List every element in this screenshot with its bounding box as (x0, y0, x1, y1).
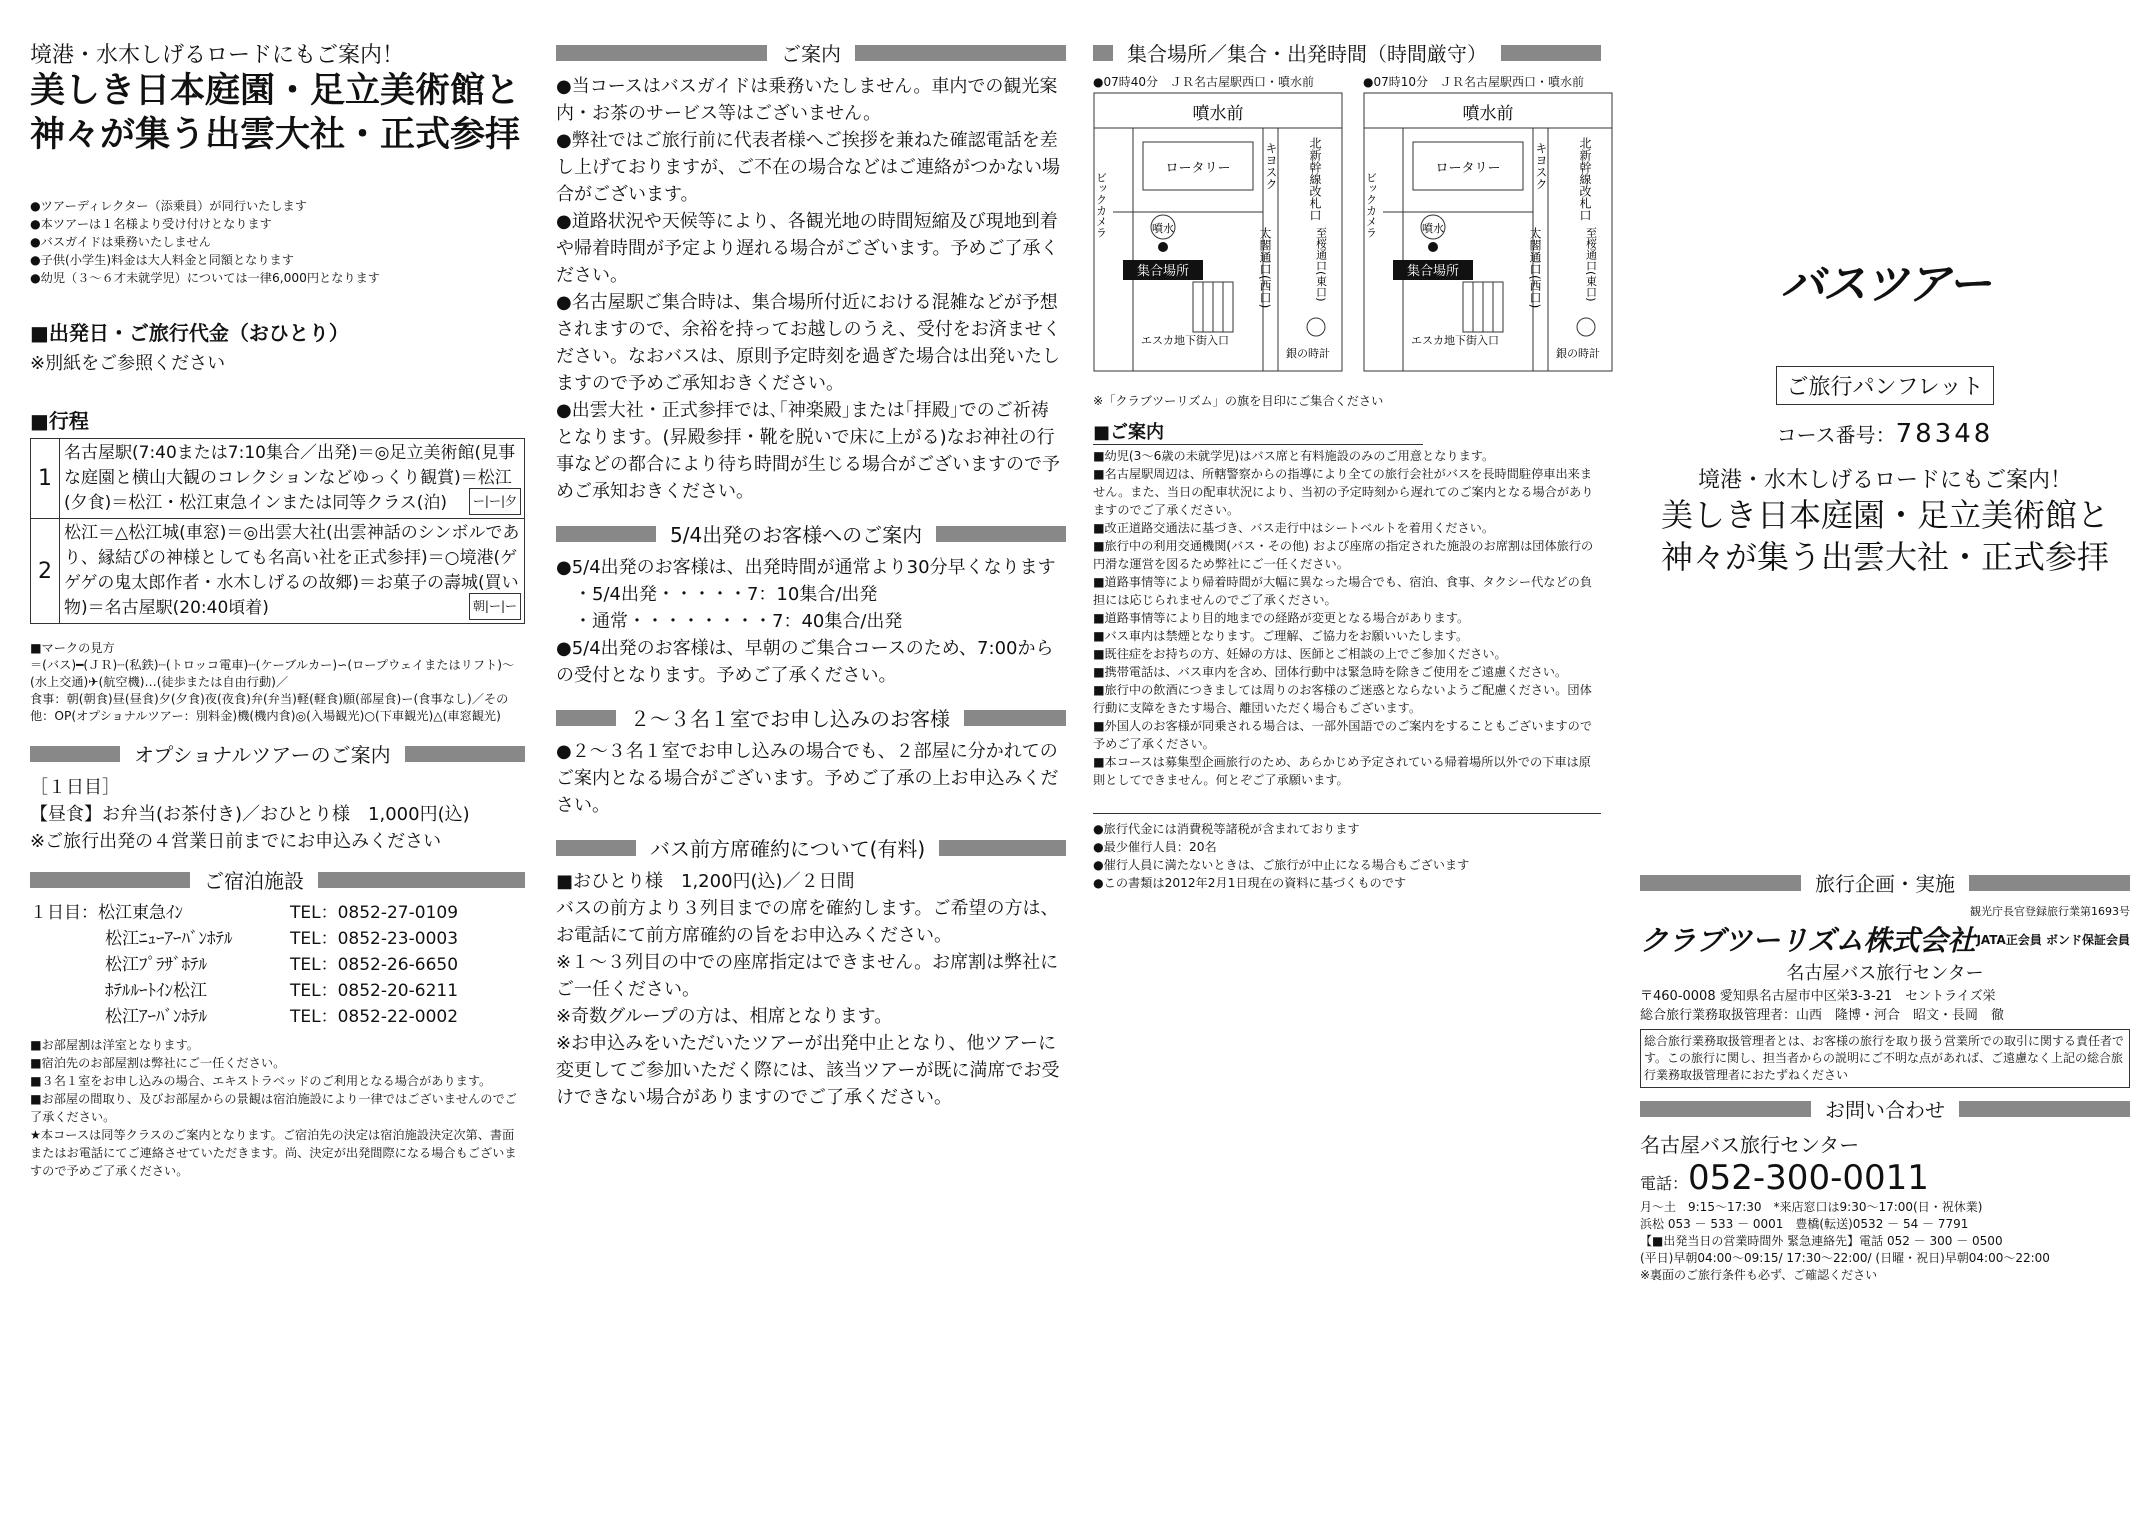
subtitle: 境港・水木しげるロードにもご案内！ (30, 43, 405, 68)
seat-item: ■おひとり様 1,200円(込)／２日間 (556, 871, 855, 892)
may4-item: ・通常・・・・・・・・7：40集合/出発 (556, 611, 903, 632)
map-label-bic: ビックカメラ (1364, 172, 1378, 238)
optional-heading: オプショナルツアーのご案内 (134, 743, 391, 767)
hotel-heading-bar (30, 865, 525, 894)
contact-heading-bar (1640, 1094, 2130, 1123)
meeting-map (1093, 73, 1343, 372)
note: ★本コースは同等クラスのご案内となります。ご宿泊先の決定は宿泊施設決定次第、書面またはお電話にてご連絡させていただきます。尚、決定が出発間際になる場合もございますので予めご了承ください。 (30, 1128, 517, 1178)
guide-item: ●道路状況や天候等により、各観光地の時間短縮及び現地到着や帰着時間が予定より遅れる場合がございます。予めご了承ください。 (556, 211, 1059, 286)
hours: 月～土 9:15～17:30 *来店窓口は9:30～17:00(日・祝休業) (1640, 1200, 1983, 1214)
title-2-line2: 神々が集う出雲大社・正式参拝 (1660, 538, 2109, 576)
guide-list (556, 73, 1066, 505)
note: ●バスガイドは乗務いたしません (30, 235, 211, 249)
depart-note: ※別紙をご参照ください (30, 353, 226, 374)
itinerary-text: 松江＝△松江城(車窓)＝◎出雲大社(出雲神話のシンボルであり、縁結びの神様としても名高い社を正式参拝)＝○境港(ゲゲゲの鬼太郎作者・水木しげるの故郷)＝お菓子の壽城(買い物)＝名古屋駅(20:40頃着) (64, 523, 520, 618)
room-item: ●２～３名１室でお申し込みの場合でも、２部屋に分かれてのご案内となる場合がございます。予めご了承の上お申込みください。 (556, 741, 1059, 816)
hotel-list (30, 900, 525, 1030)
seat-item: ※１～３列目の中での座席指定はできません。お席割は弊社にご一任ください。 (556, 952, 1059, 1000)
map-label-esca: エスカ地下街入口 (1141, 334, 1229, 347)
map-label-gin: 銀の時計 (1556, 347, 1600, 360)
map-label-taiko: 太閤通口(西口) (1528, 227, 1542, 309)
hotel-heading: ご宿泊施設 (204, 869, 304, 893)
branches: 浜松 053 － 533 － 0001 豊橋(転送)0532 － 54 － 7791 (1640, 1217, 1969, 1231)
footer-notes (1093, 813, 1601, 892)
emergency: 【■出発当日の営業時間外 緊急連絡先】電話 052 － 300 － 0500 (1640, 1234, 2003, 1248)
note: ●ツアーディレクター（添乗員）が同行いたします (30, 199, 307, 213)
depart-heading: ■出発日・ご旅行代金（おひとり） (30, 321, 349, 345)
map-label-meet: 集合場所 (1136, 264, 1190, 279)
manager: 総合旅行業務取扱管理者：山西 隆博・河合 昭文・長岡 徹 (1640, 1008, 2005, 1023)
list-item: １日目：松江東急ｲﾝ TEL：0852-27-0109 (30, 903, 459, 923)
seat-heading-bar (556, 833, 1066, 862)
station-map (1093, 92, 1343, 372)
note: ■宿泊先のお部屋割は弊社にご一任ください。 (30, 1056, 286, 1070)
manager-box: 総合旅行業務取扱管理者とは、お客様の旅行を取り扱う営業所での取引に関する責任者です。この旅行に関し、担当者からの説明にご不明な点があれば、ご遠慮なく上記の総合旅行業務取扱管理者におたずねください (1640, 1029, 2130, 1088)
table-row (31, 519, 525, 624)
optional-section (30, 774, 525, 855)
registration: 観光庁長官登録旅行業第1693号 (1970, 905, 2130, 918)
emergency-hours: (平日)早朝04:00～09:15/ 17:30～22:00/ (日曜・祝日)早朝04:00～22:00 (1640, 1251, 2050, 1265)
map-label-bic: ビックカメラ (1094, 172, 1108, 238)
company-name: クラブツーリズム株式会社 (1640, 924, 1976, 957)
map-title: 噴水前 (1462, 104, 1514, 124)
meal-marks: 朝|ー|ー (469, 593, 521, 620)
guide-item: ●弊社ではご旅行前に代表者様へご挨拶を兼ねた確認電話を差し上げておりますが、ご不在の場合などはご連絡がつかない場合がございます。 (556, 130, 1060, 205)
map-label-kiosk: キヨスク (1534, 142, 1548, 190)
map-label-meet: 集合場所 (1406, 264, 1460, 279)
mark-legend-title: ■マークの見方 (30, 641, 115, 655)
day-number: 2 (31, 519, 60, 624)
guide-item: ■バス車内は禁煙となります。ご理解、ご協力をお願いいたします。 (1093, 629, 1469, 643)
list-item: 松江ﾆｭｰｱｰﾊﾞﾝﾎﾃﾙ TEL：0852-23-0003 (105, 929, 459, 949)
title-line1: 美しき日本庭園・足立美術館と (30, 71, 521, 111)
meet-heading: 集合場所／集合・出発時間（時間厳守） (1127, 42, 1487, 66)
optional-day: ［１日目］ (30, 777, 120, 798)
column-4 (1640, 38, 2130, 1283)
map-label-sakura: 至桜通口(東口) (1584, 227, 1598, 302)
map-label-fountain: 噴水 (1152, 222, 1174, 235)
station-map (1363, 92, 1613, 372)
map-label-gin: 銀の時計 (1286, 347, 1330, 360)
footer-note: ●催行人員に満たないときは、ご旅行が中止になる場合もございます (1093, 858, 1470, 872)
room-heading: ２～３名１室でお申し込みのお客様 (630, 707, 950, 731)
optional-note: ※ご旅行出発の４営業日前までにお申込みください (30, 831, 442, 852)
guide-item: ■携帯電話は、バス車内を含め、団体行動中は緊急時を除きご使用をご遠慮ください。 (1093, 665, 1568, 679)
guide-item: ■既往症をお持ちの方、妊婦の方は、医師とご相談の上でご参加ください。 (1093, 647, 1507, 661)
room-heading-bar (556, 703, 1066, 732)
map-label-north: 北新幹線改札口 (1308, 137, 1322, 221)
may4-list (556, 554, 1066, 689)
meeting-map (1363, 73, 1613, 372)
may4-heading: 5/4出発のお客様へのご案内 (670, 523, 923, 547)
day-number: 1 (31, 439, 60, 519)
guide-item: ■本コースは募集型企画旅行のため、あらかじめ予定されている帰着場所以外での下車は原則としてできません。何とぞご了承願います。 (1093, 755, 1591, 787)
pamphlet-label: ご旅行パンフレット (1776, 366, 1995, 405)
center-name: 名古屋バス旅行センター (1786, 963, 1984, 984)
seat-item: ※お申込みをいただいたツアーが出発中止となり、他ツアーに変更してご参加いただく際には、該当ツアーが既に満席でお受けできない場合がありますのでご了承ください。 (556, 1033, 1060, 1108)
bus-tour-title: バスツアー (1780, 259, 1990, 310)
tel-label: 電話： (1640, 1174, 1689, 1193)
guide-item: ■名古屋駅周辺は、所轄警察からの指導により全ての旅行会社がバスを長時間駐停車出来ません。また、当日の配車状況により、当初の予定時刻から遅れてのご案内となる場合がありますのでご了承ください。 (1093, 467, 1594, 517)
map-title: 噴水前 (1192, 104, 1244, 124)
note: ●子供(小学生)料金は大人料金と同額となります (30, 253, 294, 267)
seat-item: ※奇数グループの方は、相席となります。 (556, 1006, 893, 1027)
column-3 (1093, 38, 1601, 892)
guide-item: ■道路事情等により目的地までの経路が変更となる場合があります。 (1093, 611, 1470, 625)
seat-list (556, 868, 1066, 1111)
footer-note: ●この書類は2012年2月1日現在の資料に基づくものです (1093, 876, 1407, 890)
list-item: 松江ﾌﾟﾗｻﾞﾎﾃﾙ TEL：0852-26-6650 (105, 955, 459, 975)
mark-legend-line: ＝(バス)━(ＪＲ)┈(私鉄)┈(トロッコ電車)┈(ケーブルカー)∽(ロープウェイまたはリフト)～(水上交通)✈(航空機)…(徒歩または自由行動)／ (30, 658, 515, 689)
may4-item: ●5/4出発のお客様は、早朝のご集合コースのため、7:00からの受付となります。予めご了承ください。 (556, 638, 1054, 686)
map-label-fountain: 噴水 (1422, 222, 1444, 235)
optional-heading-bar (30, 739, 525, 768)
flag-note: ※「クラブツーリズム」の旗を目印にご集合ください (1093, 394, 1384, 408)
map-label-north: 北新幹線改札口 (1578, 137, 1592, 221)
map-label-taiko: 太閤通口(西口) (1258, 227, 1272, 309)
guide-item: ■外国人のお客様が同乗される場合は、一部外国語でのご案内をすることもございますので予めご了承ください。 (1093, 719, 1593, 751)
plan-heading: 旅行企画・実施 (1815, 872, 1955, 896)
course-label: コース番号： (1776, 423, 1896, 447)
course-number: 78348 (1895, 419, 1994, 449)
course-number-row (1640, 419, 2130, 449)
contact-heading: お問い合わせ (1825, 1098, 1945, 1122)
title-line2: 神々が集う出雲大社・正式参拝 (30, 115, 521, 155)
map-label-rotary: ロータリー (1435, 161, 1501, 176)
map-label-kiosk: キヨスク (1264, 142, 1278, 190)
plan-heading-bar (1640, 868, 2130, 897)
note: ●本ツアーは１名様より受け付けとなります (30, 217, 272, 231)
itinerary-table (30, 438, 525, 624)
guide-list-3 (1093, 447, 1601, 789)
footer-note: ●旅行代金には消費税等諸税が含まれております (1093, 822, 1360, 836)
note: ■お部屋割は洋室となります。 (30, 1038, 199, 1052)
optional-lunch: 【昼食】お弁当(お茶付き)／おひとり様 1,000円(込) (30, 804, 470, 825)
mark-legend-line: 食事：朝(朝食)昼(昼食)夕(夕食)夜(夜食)弁(弁当)軽(軽食)願(部屋食)ー(食事なし)／その他：OP(オプショナルツアー：別料金)機(機内食)◎(入場観光)○(下車観光)△(車窓観光) (30, 692, 509, 723)
tel-number: 052-300-0011 (1688, 1158, 1929, 1198)
guide-item: ●出雲大社・正式参拝では､｢神楽殿｣または｢拝殿｣でのご祈祷となります。(昇殿参拝・靴を脱いで床に上がる)なお神社の行事などの都合により待ち時間が生じる場合がございますので予めご承知おきください。 (556, 400, 1060, 502)
hotel-notes (30, 1036, 525, 1180)
address: 〒460-0008 愛知県名古屋市中区栄3-3-21 セントライズ栄 (1640, 989, 1996, 1004)
note: ●幼児（３～６才未就学児）については一律6,000円となります (30, 271, 380, 285)
seat-item: バスの前方より３列目までの席を確約します。ご希望の方は、お電話にて前方席確約の旨をお申込みください。 (556, 898, 1059, 946)
map-label-rotary: ロータリー (1165, 161, 1231, 176)
table-row (31, 439, 525, 519)
guide-item: ■道路事情等により帰着時間が大幅に異なった場合でも、宿泊、食事、タクシー代などの負担には応じられませんのでご了承ください。 (1093, 575, 1593, 607)
guide-item: ■旅行中の飲酒につきましては周りのお客様のご迷惑とならないようご配慮ください。団体行動に支障をきたす場合、離団いただく場合もございます。 (1093, 683, 1592, 715)
footer-note: ●最少催行人員：20名 (1093, 840, 1217, 854)
list-item: ﾎﾃﾙﾙｰﾄｲﾝ松江 TEL：0852-20-6211 (105, 981, 459, 1001)
may4-item: ・5/4出発・・・・・7：10集合/出発 (556, 584, 878, 605)
mark-legend (30, 640, 525, 725)
title-2-line1: 美しき日本庭園・足立美術館と (1660, 496, 2109, 534)
contact-center: 名古屋バス旅行センター (1640, 1133, 1860, 1157)
subtitle-2: 境港・水木しげるロードにもご案内！ (1697, 468, 2072, 493)
tour-notes (30, 197, 525, 287)
map-caption: ●07時40分 ＪＲ名古屋駅西口・噴水前 (1093, 75, 1315, 89)
note: ■お部屋の間取り、及びお部屋からの景観は宿泊施設により一律ではございませんのでご了承ください。 (30, 1092, 517, 1124)
guide-item: ■旅行中の利用交通機関(バス・その他) および座席の指定された施設のお席割は団体旅行の円滑な運営を図るため弊社にご一任ください。 (1093, 539, 1594, 571)
map-caption: ●07時10分 ＪＲ名古屋駅西口・噴水前 (1363, 75, 1585, 89)
guide-item: ■改正道路交通法に基づき、バス走行中はシートベルトを着用ください。 (1093, 521, 1495, 535)
note: ■３名１室をお申し込みの場合、エキストラベッドのご利用となる場合があります。 (30, 1074, 492, 1088)
map-label-esca: エスカ地下街入口 (1411, 334, 1499, 347)
seat-heading: バス前方席確約について(有料) (650, 837, 926, 861)
list-item: 松江ｱｰﾊﾞﾝﾎﾃﾙ TEL：0852-22-0002 (105, 1007, 459, 1027)
may4-heading-bar (556, 519, 1066, 548)
room-list (556, 738, 1066, 819)
guide-heading-bar (556, 38, 1066, 67)
back-note: ※裏面のご旅行条件も必ず、ご確認ください (1640, 1268, 1878, 1282)
map-label-sakura: 至桜通口(東口) (1314, 227, 1328, 302)
guide-item: ●当コースはバスガイドは乗務いたしません。車内での観光案内・お茶のサービス等はございません。 (556, 76, 1058, 124)
jata-badge: JATA正会員 ボンド保証会員 (1976, 932, 2130, 947)
meeting-maps (1093, 73, 1601, 372)
may4-item: ●5/4出発のお客様は、出発時間が通常より30分早くなります (556, 557, 1056, 578)
column-1 (30, 38, 525, 1180)
itinerary-heading: ■行程 (30, 409, 89, 433)
column-2 (556, 38, 1066, 1111)
itinerary-text: 名古屋駅(7:40または7:10集合／出発)＝◎足立美術館(見事な庭園と横山大観のコレクションなどゆっくり観賞)＝松江(夕食)＝松江・松江東急インまたは同等クラス(泊) (64, 443, 516, 513)
guide-item: ■幼児(3～6歳の未就学児)はバス席と有料施設のみのご用意となります。 (1093, 449, 1495, 463)
guide-item: ●名古屋駅ご集合時は、集合場所付近における混雑などが予想されますので、余裕を持ってお越しのうえ、受付をお済ませください。なおバスは、原則予定時刻を過ぎた場合は出発いたしますので予めご承知おきください。 (556, 292, 1061, 394)
tel-row (1640, 1158, 2130, 1198)
guide-heading-3: ■ご案内 (1093, 418, 1423, 445)
meal-marks: ー|ー|夕 (469, 488, 521, 515)
meet-heading-bar (1093, 38, 1601, 67)
guide-heading: ご案内 (781, 42, 841, 66)
